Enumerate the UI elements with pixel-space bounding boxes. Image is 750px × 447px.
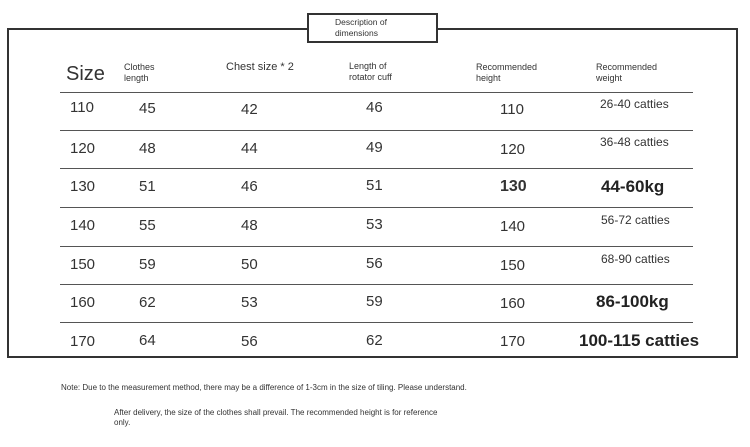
- note-measurement: Note: Due to the measurement method, there may be a difference of 1-3cm in the size of tiling. Please understand.: [61, 383, 467, 392]
- header-cuff: [349, 61, 392, 83]
- cell-height: 120: [500, 141, 526, 158]
- header-height-line2: height: [476, 73, 501, 83]
- row-divider: [60, 130, 693, 131]
- row-divider: [60, 284, 693, 285]
- row-divider: [60, 92, 693, 93]
- cell-weight: 44-60kg: [601, 177, 665, 196]
- note-delivery: [114, 408, 437, 428]
- header-size: Size: [66, 63, 105, 85]
- header-clothes-length-line1: Clothes: [124, 62, 155, 72]
- cell-cuff: 46: [366, 99, 383, 116]
- cell-size: 160: [70, 294, 96, 311]
- cell-chest: 53: [241, 294, 258, 311]
- row-divider: [60, 207, 693, 208]
- cell-height: 170: [500, 333, 526, 350]
- cell-weight: 26-40 catties: [600, 97, 669, 111]
- cell-chest: 44: [241, 140, 258, 157]
- cell-cuff: 62: [366, 332, 383, 349]
- cell-length: 51: [139, 178, 156, 195]
- cell-weight: 36-48 catties: [600, 135, 669, 149]
- cell-length: 45: [139, 100, 156, 117]
- header-chest: Chest size * 2: [226, 61, 294, 73]
- header-cuff-line1: Length of: [349, 61, 387, 71]
- cell-chest: 42: [241, 101, 258, 118]
- cell-chest: 46: [241, 178, 258, 195]
- header-height-line1: Recommended: [476, 62, 538, 72]
- cell-height: 150: [500, 257, 526, 274]
- header-clothes-length-line2: length: [124, 73, 149, 83]
- title-box: [307, 13, 438, 43]
- cell-size: 120: [70, 140, 96, 157]
- cell-weight: 56-72 catties: [601, 213, 670, 227]
- cell-chest: 48: [241, 217, 258, 234]
- cell-size: 110: [70, 99, 94, 116]
- cell-height: 140: [500, 218, 526, 235]
- cell-length: 64: [139, 332, 156, 349]
- cell-length: 59: [139, 256, 156, 273]
- header-height: [476, 62, 537, 84]
- cell-height: 110: [500, 101, 524, 118]
- cell-length: 55: [139, 217, 156, 234]
- cell-chest: 56: [241, 333, 258, 350]
- cell-cuff: 49: [366, 139, 383, 156]
- title-line-1: Description of: [335, 17, 387, 27]
- note-delivery-line1: After delivery, the size of the clothes shall prevail. The recommended height is for reference: [114, 408, 438, 417]
- cell-size: 170: [70, 333, 96, 350]
- row-divider: [60, 168, 693, 169]
- title-line-2: dimensions: [335, 28, 378, 38]
- cell-size: 150: [70, 256, 96, 273]
- cell-cuff: 56: [366, 255, 383, 272]
- cell-height: 130: [500, 178, 527, 195]
- cell-cuff: 59: [366, 293, 383, 310]
- cell-weight: 86-100kg: [596, 292, 669, 311]
- cell-cuff: 53: [366, 216, 383, 233]
- cell-length: 48: [139, 140, 156, 157]
- cell-height: 160: [500, 295, 526, 312]
- cell-cuff: 51: [366, 177, 383, 194]
- header-clothes-length: [124, 62, 155, 84]
- cell-length: 62: [139, 294, 156, 311]
- header-weight-line1: Recommended: [596, 62, 658, 72]
- row-divider: [60, 246, 693, 247]
- cell-weight: 100-115 catties: [579, 331, 700, 350]
- row-divider: [60, 322, 693, 323]
- cell-chest: 50: [241, 256, 258, 273]
- header-weight-line2: weight: [596, 73, 623, 83]
- header-cuff-line2: rotator cuff: [349, 72, 392, 82]
- cell-size: 130: [70, 178, 96, 195]
- cell-size: 140: [70, 217, 96, 234]
- header-weight: [596, 62, 657, 84]
- note-delivery-line2: only.: [114, 418, 131, 427]
- cell-weight: 68-90 catties: [601, 252, 670, 266]
